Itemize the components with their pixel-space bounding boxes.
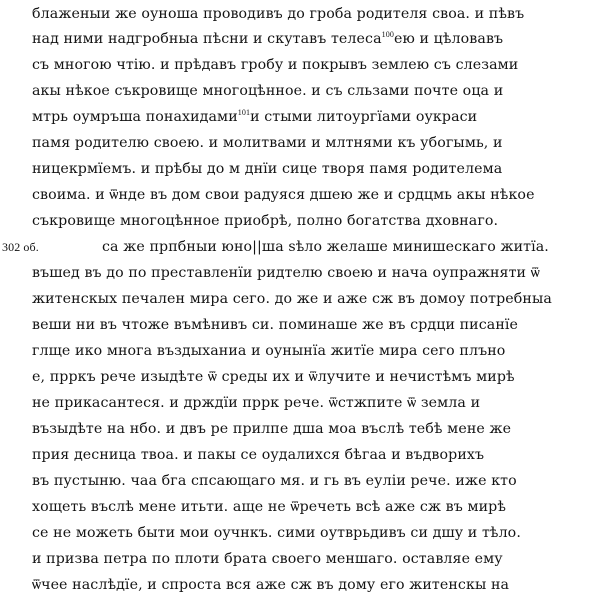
text-line: се не можеть быти мои оучнкъ. сими оутврьдивъ си дшу и тѣло.: [32, 525, 521, 541]
text-line: мтрь оумръша понахидами$^{101}$и стыми литоургїами оукраси: [32, 108, 478, 125]
text-line: акы нѣкое съкровище многоцѣнное. и съ сльзами почте оца и: [32, 83, 504, 99]
text-line: е, прркъ рече изыдѣте ѿ среды их и ѿлучите и нечистѣмъ мирѣ: [32, 369, 515, 385]
text-line: съ многою чтію. и прѣдавъ гробу и покрывъ землею съ слезами: [32, 57, 519, 73]
text-line: ѿчее наслѣдїе, и спроста вся аже сж въ дому его житенскы на: [32, 577, 510, 593]
text-line: житенскых печален мира сего. до же и аже сж въ домоу потребныа: [32, 291, 552, 307]
folio-margin-note: 302 об.: [2, 240, 39, 254]
footnote-marker[interactable]: 100: [381, 30, 394, 39]
text-line: памя родителю своею. и молитвами и млтнями къ убогымь, и: [32, 135, 503, 151]
text-line: блаженыи же оуноша проводивъ до гроба родителя своа. и пѣвъ: [32, 6, 525, 22]
text-line: над ними надгробныа пѣсни и скутавъ телеса$^{100}$ею и цѣловавъ: [32, 30, 504, 47]
text-line: и призва петра по плоти брата своего меншаго. оставляе ему: [32, 551, 503, 567]
text-line: 302 об. са же прпбныи юно||ша ѕѣло желаше минишескаго житїа.: [0, 235, 598, 259]
text-line: не прикасантеся. и држдїи пррк рече. ѿстжпите ѿ земла и: [32, 395, 481, 411]
text-line: въ пустыню. чаа бга спсающаго мя. и гь въ еуліи рече. иже кто: [32, 473, 517, 489]
text-line: своима. и ѿнде въ дом свои радуяся дшею же и срдцмь акы нѣкое: [32, 187, 535, 203]
text-line: веши ни въ чтоже въмѣнивъ си. поминаше же въ срдци писанїе: [32, 317, 519, 333]
text-line: съкровище многоцѣнное приобрѣ, полно богатства дховнаго.: [32, 213, 499, 229]
text-line: прия десница твоа. и пакы се оудалихся бѣгаа и въдворихъ: [32, 447, 485, 463]
text-line: глще ико многа въздыханиа и оунынїа житїе мира сего плъно: [32, 343, 506, 359]
footnote-marker[interactable]: 101: [237, 108, 251, 117]
text-line: хощеть въслѣ мене итьти. аще не ѿречеть всѣ аже сж въ мирѣ: [32, 499, 507, 515]
text-line: ницекрмїемъ. и прѣбы до м днїи сице творя памя родителема: [32, 161, 503, 177]
text-line: възыдѣте на нбо. и двъ ре прилпе дша моа въслѣ тебѣ мене же: [32, 421, 512, 437]
text-line: въшед въ до по преставленїи ридтелю своею и нача оупражняти ѿ: [32, 265, 540, 281]
